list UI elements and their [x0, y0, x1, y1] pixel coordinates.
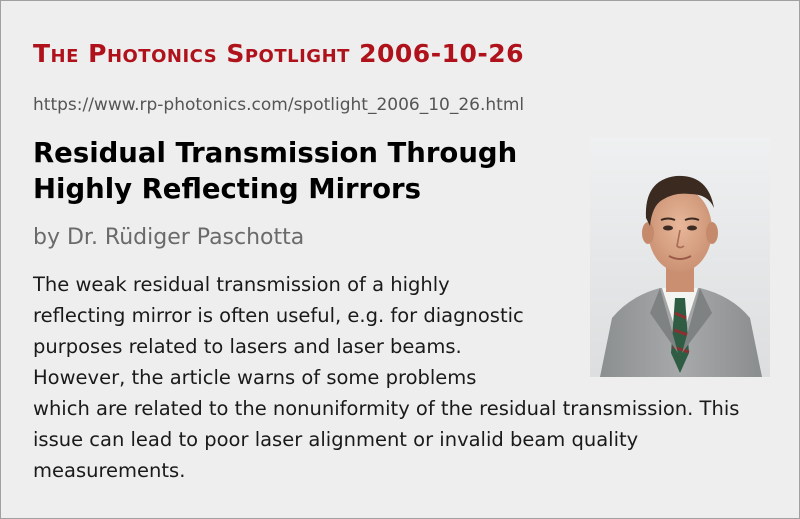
article-summary-text: The weak residual transmission of a highly reflecting mirror is often useful, e.g. for diagnostic purposes related to lasers and laser beams. However, the article warns of some problems which are related to the nonuniformity of the residual transmission. This issue can lead to poor laser alignment or invalid beam quality measurements.	[33, 273, 740, 482]
spotlight-kicker: The Photonics Spotlight 2006-10-26	[33, 39, 525, 68]
photo-wrap-space	[539, 269, 753, 384]
article-url: https://www.rp-photonics.com/spotlight_2006_10_26.html	[33, 95, 525, 115]
article-title: Residual Transmission Through Highly Reflecting Mirrors	[33, 137, 518, 205]
article-summary	[33, 269, 753, 486]
article-author: by Dr. Rüdiger Paschotta	[33, 225, 305, 250]
